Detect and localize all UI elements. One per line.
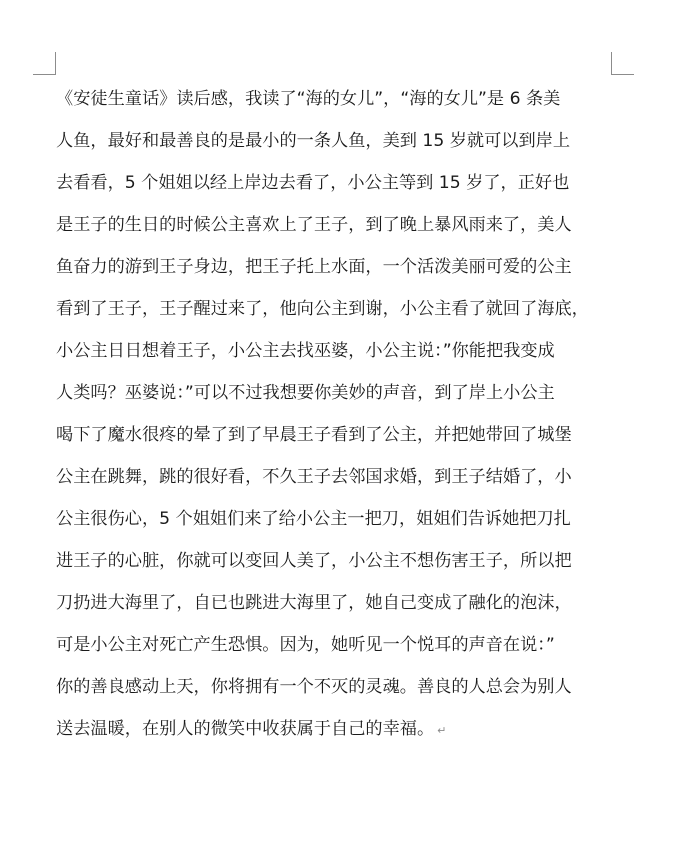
text-line: 可是小公主对死亡产生恐惧。因为，她听见一个悦耳的声音在说：”	[56, 635, 555, 655]
text-line: 看到了王子，王子醒过来了，他向公主到谢，小公主看了就回了海底，	[56, 299, 589, 319]
text-line: 喝下了魔水很疼的晕了到了早晨王子看到了公主，并把她带回了城堡	[56, 425, 572, 445]
text-line: 去看看，5 个姐姐以经上岸边去看了，小公主等到 15 岁了，正好也	[56, 173, 570, 193]
paragraph-mark-icon: ↵	[437, 724, 447, 737]
last-line-text: 送去温暖，在别人的微笑中收获属于自己的幸福。	[56, 719, 435, 739]
text-line: 《安徒生童话》读后感，我读了“海的女儿”，“海的女儿”是 6 条美	[56, 89, 561, 109]
text-line: 你的善良感动上天，你将拥有一个不灭的灵魂。善良的人总会为别人	[56, 677, 572, 697]
text-line: 人鱼，最好和最善良的是最小的一条人鱼，美到 15 岁就可以到岸上	[56, 131, 571, 151]
document-body[interactable]	[56, 78, 612, 750]
text-line: 刀扔进大海里了，自已也跳进大海里了，她自己变成了融化的泡沫，	[56, 593, 572, 613]
text-line: 小公主日日想着王子，小公主去找巫婆，小公主说：”你能把我变成	[56, 341, 555, 361]
text-line: 鱼奋力的游到王子身边，把王子托上水面，一个活泼美丽可爱的公主	[56, 257, 572, 277]
text-line: 是王子的生日的时候公主喜欢上了王子，到了晚上暴风雨来了，美人	[56, 215, 572, 235]
text-line: 公主很伤心，5 个姐姐们来了给小公主一把刀，姐姐们告诉她把刀扎	[56, 509, 571, 529]
text-line-last	[56, 708, 612, 750]
margin-corner-top-right	[611, 52, 634, 75]
text-line: 进王子的心脏，你就可以变回人美了，小公主不想伤害王子，所以把	[56, 551, 572, 571]
margin-corner-top-left	[33, 52, 56, 75]
text-line: 公主在跳舞，跳的很好看，不久王子去邻国求婚，到王子结婚了，小	[56, 467, 572, 487]
text-line: 人类吗？巫婆说：”可以不过我想要你美妙的声音，到了岸上小公主	[56, 383, 555, 403]
